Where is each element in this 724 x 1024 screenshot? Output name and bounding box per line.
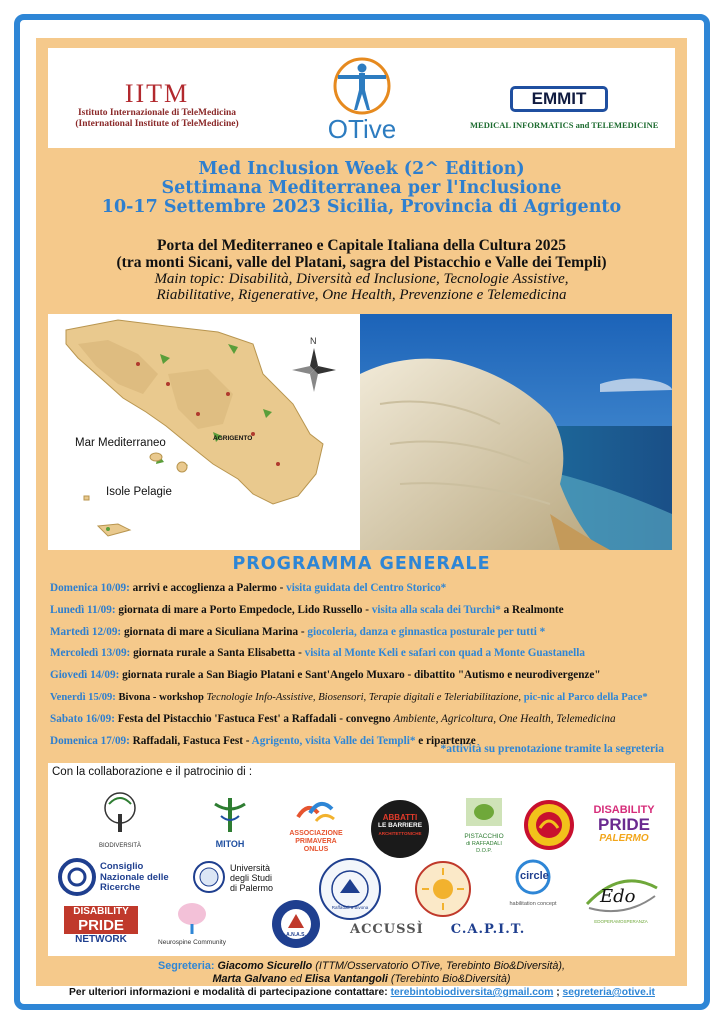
subtitle-line-2: (tra monti Sicani, valle del Platani, sagra del Pistacchio e Valle dei Templi) [116,254,607,271]
dop-seal-icon [524,800,574,850]
main-topic-line-2: Riabilitative, Rigenerative, One Health, Prevenzione e Telemedicina [156,287,567,303]
partner-abbatti-barriere: ABBATTI LE BARRIERE ARCHITETTONICHE [371,800,429,858]
main-topic-line-1: Main topic: Disabilità, Diversità ed Inclusione, Tecnologie Assistive, [154,271,569,287]
iitm-title: IITM [124,79,190,108]
partner-mitoh: MITOH [200,796,260,849]
map-sea-label: Mar Mediterraneo [75,437,166,449]
unipa-seal-icon [192,860,226,894]
partner-circle: circle habilitation concept [500,858,566,907]
partner-pistacchio: PISTACCHIO di RAFFADALI D.O.P. [453,796,515,855]
anas-seal-icon [270,898,322,950]
event-dates: 10-17 Settembre 2023 Sicilia, Provincia di Agrigento [101,197,622,217]
program-day: Lunedì 11/09: giornata di mare a Porto Empedocle, Lido Russello - visita alla scala dei Turchi* a Realmonte [50,603,564,616]
sun-seal-icon [414,860,472,918]
otive-name: OTive [327,114,397,144]
caduceus-icon [205,796,255,834]
event-title-it: Settimana Mediterranea per l'Inclusione [161,178,562,198]
partner-raffadali-bivona: Raffadali a Bivona [318,857,382,921]
booking-note: *attività su prenotazione tramite la segreteria [440,743,664,755]
pistachio-icon [462,796,506,828]
capit-label: C.A.P.I.T. [450,922,526,937]
map-illustration [48,314,360,550]
iitm-subtitle: Istituto Internazionale di TeleMedicina [77,108,237,118]
otive-logo [312,54,412,146]
partner-dop-seal [524,800,574,850]
map-islands-label: Isole Pelagie [106,486,172,498]
footer-text: Per ulteriori informazioni e modalità di partecipazione contattare: [69,987,391,998]
program-day: Domenica 17/09: Raffadali, Fastuca Fest - Agrigento, visita Valle dei Templi* e ripartenze [50,734,476,747]
event-title-block [48,160,675,217]
event-title: Med Inclusion Week (2^ Edition) [198,159,525,179]
secretary-block: Segreteria: Giacomo Sicurello (ITTM/Osservatorio OTive, Terebinto Bio&Diversità), Marta Galvano ed Elisa Vantangoli (Terebinto Bio&Diversità) [158,960,565,985]
coast-photo-illustration [360,314,672,550]
partner-biodiversita: BIODIVERSITÀ [90,790,150,849]
map-city-label: AGRIGENTO [213,435,253,442]
program-list [50,578,682,752]
vitruvian-icon [312,54,412,116]
birds-icon [294,797,338,825]
emmit-name: EMMIT [510,86,608,112]
iitm-logo [62,80,252,130]
iitm-subtitle-en: (International Institute of TeleMedicine) [75,119,239,129]
association-seal-icon [318,857,382,921]
event-subtitle-block [48,237,675,303]
tree-icon [95,790,145,838]
emmit-logo [470,86,670,130]
partner-capit [448,922,528,937]
program-day: Venerdì 15/09: Bivona - workshop Tecnologie Info-Assistive, Biosensori, Terapie digitali e Teleriabilitazione, pic-nic al Parco della Pace* [50,691,648,703]
subtitle-line-1: Porta del Mediterraneo e Capitale Italiana della Cultura 2025 [157,237,566,254]
scala-dei-turchi-photo [360,314,672,550]
agrigento-map [48,314,360,550]
partner-cnr: Consiglio Nazionale delle Ricerche [58,858,178,896]
program-day: Giovedì 14/09: giornata rurale a San Biagio Platani e Sant'Angelo Muxaro - dibattito "Autismo e neurodivergenze" [50,669,601,682]
partner-primavera: ASSOCIAZIONE PRIMAVERA ONLUS [283,797,349,854]
compass-icon [292,348,336,392]
partner-unipa: Università degli Studi di Palermo [192,860,292,896]
compass-north: N [310,336,317,346]
partner-raffadali-seal [414,860,472,918]
contact-footer: Per ulteriori informazioni e modalità di partecipazione contattare: terebintobiodiversita@gmail.com ; segreteria@otive.it [69,987,655,998]
emmit-subtitle: MEDICAL INFORMATICS and TELEMEDICINE [470,120,659,130]
partners-title: Con la collaborazione e il patrocinio di : [52,766,253,778]
accussi-label: ACCUSSÌ [350,922,424,937]
partner-disability-pride-palermo: DISABILITY PRIDE PALERMO [593,804,655,844]
program-day: Mercoledì 13/09: giornata rurale a Santa Elisabetta - visita al Monte Keli e safari con quad a Monte Guastanella [50,647,585,660]
partner-edo: Edo EDOPERAMOSPERANZA [578,874,664,924]
partner-accussi [350,922,424,937]
program-day: Domenica 10/09: arrivi e accoglienza a Palermo - visita guidata del Centro Storico* [50,582,447,594]
partner-neurospine: Neurospine Community [150,900,234,946]
secretary-label: Segreteria: [158,960,215,972]
program-title: PROGRAMMA GENERALE [232,554,491,574]
program-day: Sabato 16/09: Festa del Pistacchio 'Fastuca Fest' a Raffadali - convegno Ambiente, Agricoltura, One Health, Telemedicina [50,712,616,725]
brain-icon [172,900,212,934]
email-link-terebinto[interactable]: terebintobiodiversita@gmail.com [390,987,554,998]
program-day: Martedì 12/09: giornata di mare a Siculiana Marina - giocoleria, danza e ginnastica posturale per tutti * [50,625,546,638]
cnr-icon [58,858,96,896]
email-link-otive[interactable]: segreteria@otive.it [562,987,655,998]
partner-disability-pride-network: DISABILITY PRIDE NETWORK [64,906,138,946]
partner-anas: A.N.A.S. [270,898,322,950]
